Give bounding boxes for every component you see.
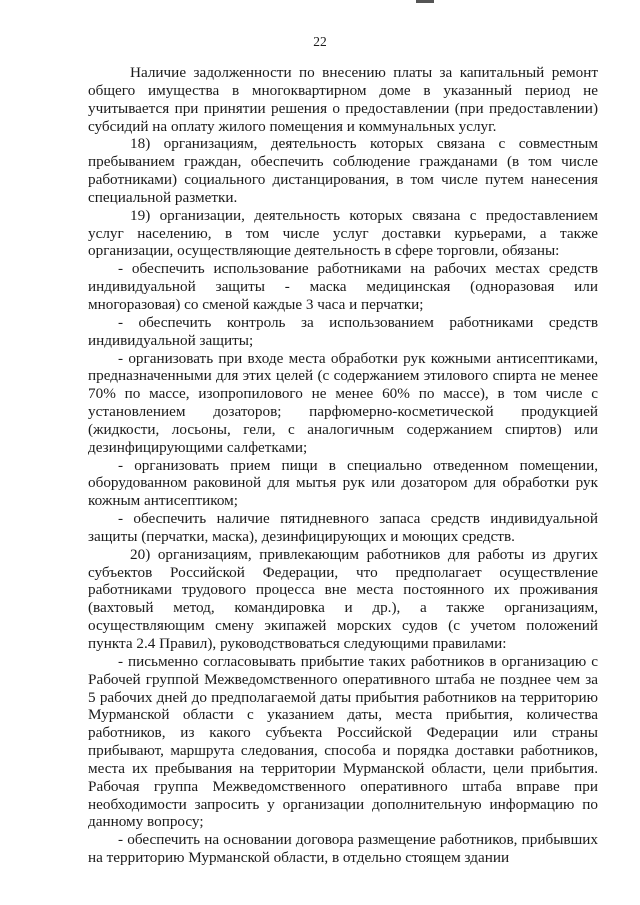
paragraph-debt-note: Наличие задолженности по внесению платы за капитальный ремонт общего имущества в многоквартирном доме в указанный период не учитывается при принятии решения о предоставлении (при предоставлении) субсидий на оплату жилого помещения и коммунальных услуг.: [88, 64, 598, 135]
bullet-ppe-use: - обеспечить использование работниками на рабочих местах средств индивидуальной защиты - маска медицинская (одноразовая или многоразовая) со сменой каждые 3 часа и перчатки;: [88, 260, 598, 313]
bullet-arrival-approval: - письменно согласовывать прибытие таких работников в организацию с Рабочей группой Межведомственного оперативного штаба не позднее чем за 5 рабочих дней до предполагаемой даты прибытия работников на территорию Мурманской области с указанием даты, места прибытия, количества работников, из какого субъекта Российской Федерации или страны прибывают, маршрута следования, способа и порядка доставки работников, места их пребывания на территории Мурманской области, цели прибытия. Рабочая группа Межведомственного оперативного штаба вправе при необходимости запросить у организации дополнительную информацию по данному вопросу;: [88, 652, 598, 831]
bullet-accommodation: - обеспечить на основании договора размещение работников, прибывших на территорию Мурманской области, в отдельно стоящем здании: [88, 831, 598, 867]
bullet-ppe-stock: - обеспечить наличие пятидневного запаса средств индивидуальной защиты (перчатки, маска), дезинфицирующих и моющих средств.: [88, 510, 598, 545]
page-number: 22: [313, 34, 327, 49]
bullet-meal-room: - организовать прием пищи в специально отведенном помещении, оборудованном раковиной для мытья рук или дозатором для обработки рук кожным антисептиком;: [88, 456, 598, 510]
scan-mark: [416, 0, 434, 3]
document-body: [88, 64, 598, 867]
bullet-hand-sanitizer: - организовать при входе места обработки рук кожными антисептиками, предназначенными для этих целей (с содержанием этилового спирта не менее 70% по массе, изопропилового не менее 60% по массе), в том числе с установлением дозаторов; парфюмерно-косметической продукцией (жидкости, лосьоны, гели, с аналогичным содержанием спиртов) или дезинфицирующими салфетками;: [88, 349, 598, 456]
paragraph-item-20: 20) организациям, привлекающим работников для работы из других субъектов Российской Федерации, что предполагает осуществление работниками трудового процесса вне места постоянного их проживания (вахтовый метод, командировка и др.), а также организациям, осуществляющим смену экипажей морских судов (с учетом положений пункта 2.4 Правил), руководствоваться следующими правилами:: [88, 545, 598, 652]
paragraph-item-18: 18) организациям, деятельность которых связана с совместным пребыванием граждан, обеспечить соблюдение гражданами (в том числе работниками) социального дистанцирования, в том числе путем нанесения специальной разметки.: [88, 135, 598, 206]
bullet-ppe-control: - обеспечить контроль за использованием работниками средств индивидуальной защиты;: [88, 313, 598, 349]
paragraph-item-19: 19) организации, деятельность которых связана с предоставлением услуг населению, в том числе услуг доставки курьерами, а также организации, осуществляющие деятельность в сфере торговли, обязаны:: [88, 206, 598, 260]
